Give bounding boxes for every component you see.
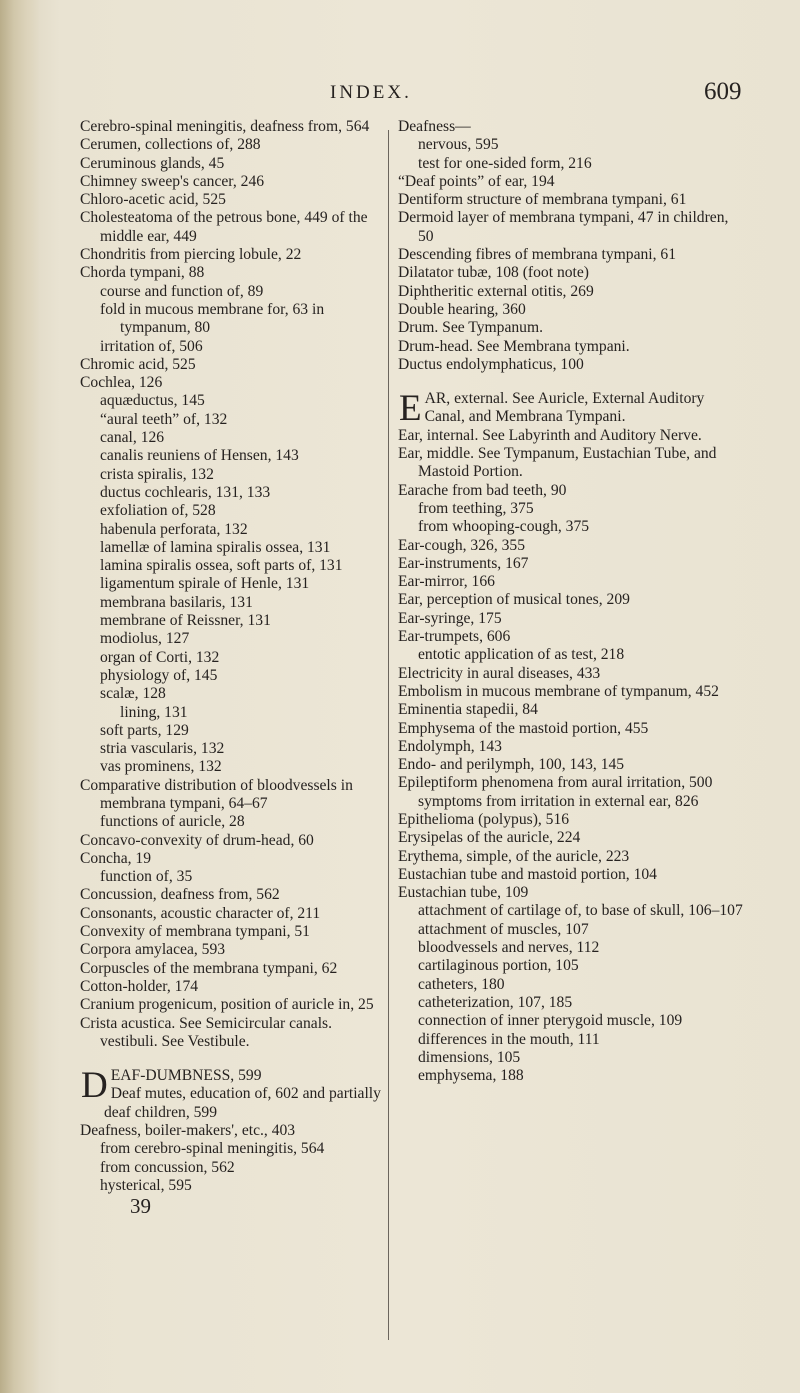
index-entry <box>398 701 744 719</box>
index-entry <box>80 539 385 557</box>
index-entry-text: Ear-cough, 326, 355 <box>398 536 526 554</box>
index-entry-text: Epileptiform phenomena from aural irritation, 500 <box>398 774 713 792</box>
index-entry-text: Eustachian tube and mastoid portion, 104 <box>398 865 657 883</box>
index-entry <box>398 388 744 430</box>
index-entry-text: Chorda tympani, 88 <box>80 264 205 282</box>
index-entry-text: Crista acustica. See Semicircular canals. <box>80 1014 332 1032</box>
index-entry <box>398 356 744 374</box>
index-entry-text: EAF-DUMBNESS, 599 <box>110 1067 262 1085</box>
index-entry <box>80 1177 385 1195</box>
section-gap <box>398 374 744 390</box>
index-entry-text: organ of Corti, 132 <box>100 648 220 666</box>
index-entry <box>398 1067 744 1085</box>
index-entry-text: emphysema, 188 <box>418 1067 524 1085</box>
index-entry-text: Eustachian tube, 109 <box>398 884 529 902</box>
index-entry <box>80 411 385 429</box>
index-entry <box>398 155 744 173</box>
index-entry-text: aquæductus, 145 <box>100 392 205 410</box>
index-entry <box>398 1031 744 1049</box>
index-entry-text: Convexity of membrana tympani, 51 <box>80 923 310 941</box>
index-entry <box>80 356 385 374</box>
index-entry <box>80 191 385 209</box>
index-entry-text: habenula perforata, 132 <box>100 520 248 538</box>
index-entry <box>398 848 744 866</box>
index-entry-text: ligamentum spirale of Henle, 131 <box>100 575 310 593</box>
section-gap <box>80 1051 385 1067</box>
index-entry <box>80 923 385 941</box>
index-entry <box>80 155 385 173</box>
index-entry-text: lamina spiralis ossea, soft parts of, 131 <box>100 557 343 575</box>
index-entry-text: canal, 126 <box>100 429 165 447</box>
index-entry-text: Deaf mutes, education of, 602 and partially deaf children, 599 <box>104 1085 381 1121</box>
index-entry <box>80 429 385 447</box>
index-entry-text: Erythema, simple, of the auricle, 223 <box>398 847 630 865</box>
index-entry-text: Corpora amylacea, 593 <box>80 941 226 959</box>
index-entry-text: functions of auricle, 28 <box>100 813 245 831</box>
index-entry-text: canalis reuniens of Hensen, 143 <box>100 447 299 465</box>
index-entry <box>80 960 385 978</box>
index-entry <box>80 868 385 886</box>
index-entry <box>80 850 385 868</box>
index-entry-text: scalæ, 128 <box>100 685 166 703</box>
index-entry-text: differences in the mouth, 111 <box>418 1030 600 1048</box>
index-entry-text: Consonants, acoustic character of, 211 <box>80 904 321 922</box>
index-entry-text: from cerebro-spinal meningitis, 564 <box>100 1140 325 1158</box>
index-entry <box>398 610 744 628</box>
index-entry <box>398 591 744 609</box>
index-entry <box>80 594 385 612</box>
index-entry <box>398 683 744 701</box>
index-entry-text: bloodvessels and nerves, 112 <box>418 939 600 957</box>
index-entry <box>80 264 385 282</box>
index-entry-text: modiolus, 127 <box>100 630 190 648</box>
index-entry <box>80 283 385 301</box>
index-entry <box>80 630 385 648</box>
index-entry <box>80 447 385 465</box>
index-entry <box>80 612 385 630</box>
index-entry <box>80 722 385 740</box>
index-entry <box>398 976 744 994</box>
index-entry <box>80 1159 385 1177</box>
index-entry-text: fold in mucous membrane for, 63 in tympanum, 80 <box>100 300 325 337</box>
index-entry <box>398 319 744 337</box>
index-entry-text: Ear, middle. See Tympanum, Eustachian Tube, and Mastoid Portion. <box>398 445 717 481</box>
index-entry <box>80 996 385 1014</box>
index-entry <box>398 1012 744 1030</box>
index-entry-text: vestibuli. See Vestibule. <box>100 1032 250 1050</box>
index-entry <box>398 665 744 683</box>
index-entry <box>80 392 385 410</box>
index-entry <box>398 774 744 792</box>
index-entry <box>80 886 385 904</box>
index-entry <box>80 118 385 136</box>
index-entry <box>398 338 744 356</box>
index-entry-text: Cholesteatoma of the petrous bone, 449 of the middle ear, 449 <box>80 209 368 245</box>
index-entry <box>80 374 385 392</box>
index-entry <box>398 555 744 573</box>
index-entry-text: ductus cochlearis, 131, 133 <box>100 483 271 501</box>
index-entry <box>80 1015 385 1033</box>
index-entry-text: from teething, 375 <box>418 499 534 517</box>
index-entry <box>398 191 744 209</box>
index-entry-text: Drum. See Tympanum. <box>398 319 544 337</box>
index-entry <box>80 777 385 814</box>
index-entry-text: Concavo-convexity of drum-head, 60 <box>80 831 314 849</box>
index-entry <box>398 793 744 811</box>
index-entry-text: Emphysema of the mastoid portion, 455 <box>398 719 649 737</box>
index-entry <box>398 537 744 555</box>
index-entry-text: Dermoid layer of membrana tympani, 47 in children, 50 <box>398 209 729 245</box>
index-entry-text: Earache from bad teeth, 90 <box>398 481 567 499</box>
index-entry-text: course and function of, 89 <box>100 282 264 300</box>
index-entry-text: Chloro-acetic acid, 525 <box>80 191 226 209</box>
index-entry-text: nervous, 595 <box>418 136 499 154</box>
index-entry-text: Cranium progenicum, position of auricle in, 25 <box>80 996 374 1014</box>
index-entry-text: Dilatator tubæ, 108 (foot note) <box>398 264 589 282</box>
index-entry-text: catheters, 180 <box>418 975 505 993</box>
index-entry-text: Cochlea, 126 <box>80 374 163 392</box>
index-entry <box>80 905 385 923</box>
index-entry <box>80 649 385 667</box>
index-entry <box>398 866 744 884</box>
index-column-right <box>398 118 744 1085</box>
index-entry <box>398 1049 744 1067</box>
index-entry <box>80 1033 385 1051</box>
index-entry-text: Chromic acid, 525 <box>80 355 196 373</box>
index-entry-text: Deafness, boiler-makers', etc., 403 <box>80 1122 296 1140</box>
index-entry-text: Ear-instruments, 167 <box>398 554 529 572</box>
index-entry <box>398 720 744 738</box>
index-entry <box>398 173 744 191</box>
page-gutter <box>0 0 40 1393</box>
index-entry-text: membrane of Reissner, 131 <box>100 612 271 630</box>
index-entry <box>398 518 744 536</box>
index-entry-text: Concussion, deafness from, 562 <box>80 886 280 904</box>
index-entry <box>80 209 385 246</box>
index-entry-text: Ear-mirror, 166 <box>398 573 495 591</box>
index-entry <box>80 301 385 338</box>
running-head: INDEX. <box>330 82 412 103</box>
index-entry-text: exfoliation of, 528 <box>100 502 216 520</box>
index-entry-text: connection of inner pterygoid muscle, 109 <box>418 1012 683 1030</box>
index-entry <box>398 246 744 264</box>
index-entry-text: Comparative distribution of bloodvessels in membrana tympani, 64–67 <box>80 776 353 812</box>
index-entry <box>80 704 385 722</box>
index-entry-text: Concha, 19 <box>80 849 152 867</box>
index-entry <box>398 957 744 975</box>
page-number: 609 <box>704 78 742 105</box>
index-entry-text: entotic application of as test, 218 <box>418 646 625 664</box>
index-entry <box>398 738 744 756</box>
index-entry <box>80 1122 385 1140</box>
index-entry <box>80 758 385 776</box>
index-entry-text: Endo- and perilymph, 100, 143, 145 <box>398 756 625 774</box>
index-entry-text: Ceruminous glands, 45 <box>80 154 225 172</box>
index-entry <box>398 445 744 482</box>
index-entry <box>398 994 744 1012</box>
index-entry-text: attachment of muscles, 107 <box>418 920 589 938</box>
index-entry <box>398 283 744 301</box>
index-entry <box>80 173 385 191</box>
index-entry <box>80 941 385 959</box>
index-entry-text: Ear, perception of musical tones, 209 <box>398 591 630 609</box>
index-entry-text: vas prominens, 132 <box>100 758 222 776</box>
index-entry-text: Cotton-holder, 174 <box>80 977 199 995</box>
index-entry <box>80 1085 385 1122</box>
index-entry-text: Embolism in mucous membrane of tympanum, 452 <box>398 682 719 700</box>
index-entry-text: Cerebro-spinal meningitis, deafness from, 564 <box>80 118 370 135</box>
index-entry-text: test for one-sided form, 216 <box>418 154 592 172</box>
index-entry <box>398 884 744 902</box>
index-entry-text: Endolymph, 143 <box>398 737 502 755</box>
index-entry <box>398 628 744 646</box>
index-entry-text: Ductus endolymphaticus, 100 <box>398 355 584 373</box>
index-entry <box>80 338 385 356</box>
index-entry <box>398 500 744 518</box>
index-entry <box>398 427 744 445</box>
index-entry <box>80 575 385 593</box>
index-entry <box>80 484 385 502</box>
index-entry-text: soft parts, 129 <box>100 721 189 739</box>
index-entry-text: Diphtheritic external otitis, 269 <box>398 282 594 300</box>
index-entry-text: Chimney sweep's cancer, 246 <box>80 172 265 190</box>
index-entry-text: Eminentia stapedii, 84 <box>398 701 538 719</box>
index-entry-text: “aural teeth” of, 132 <box>100 410 228 428</box>
index-entry-text: hysterical, 595 <box>100 1176 192 1194</box>
index-entry <box>398 301 744 319</box>
index-entry <box>80 740 385 758</box>
signature-mark: 39 <box>130 1194 151 1219</box>
index-entry <box>80 502 385 520</box>
index-entry-text: Deafness— <box>398 118 471 135</box>
index-entry <box>80 136 385 154</box>
index-entry <box>398 811 744 829</box>
index-entry-text: catheterization, 107, 185 <box>418 993 573 1011</box>
index-entry <box>80 832 385 850</box>
drop-cap-initial: E <box>399 388 422 430</box>
index-entry <box>80 1140 385 1158</box>
index-entry <box>80 685 385 703</box>
index-entry-text: physiology of, 145 <box>100 666 218 684</box>
index-entry <box>398 118 744 136</box>
index-entry-text: Drum-head. See Membrana tympani. <box>398 337 630 355</box>
index-entry-text: Electricity in aural diseases, 433 <box>398 664 601 682</box>
index-entry-text: membrana basilaris, 131 <box>100 593 253 611</box>
index-entry <box>398 939 744 957</box>
index-entry <box>80 246 385 264</box>
column-rule <box>388 130 389 1340</box>
index-entry <box>398 482 744 500</box>
index-entry-text: Corpuscles of the membrana tympani, 62 <box>80 959 338 977</box>
index-entry-text: lamellæ of lamina spiralis ossea, 131 <box>100 538 331 556</box>
index-entry-text: Chondritis from piercing lobule, 22 <box>80 246 302 264</box>
index-entry-text: function of, 35 <box>100 868 193 886</box>
index-entry <box>398 573 744 591</box>
index-entry-text: from whooping-cough, 375 <box>418 518 590 536</box>
index-entry-text: Descending fibres of membrana tympani, 61 <box>398 246 677 264</box>
index-entry-text: from concussion, 562 <box>100 1158 235 1176</box>
index-entry <box>80 521 385 539</box>
index-entry-text: Epithelioma (polypus), 516 <box>398 810 570 828</box>
index-entry-text: Dentiform structure of membrana tympani, 61 <box>398 191 687 209</box>
index-entry-text: stria vascularis, 132 <box>100 740 225 758</box>
index-entry <box>398 902 744 920</box>
index-entry-text: attachment of cartilage of, to base of skull, 106–107 <box>418 902 743 920</box>
index-entry-text: Ear-syringe, 175 <box>398 609 502 627</box>
index-entry <box>398 646 744 664</box>
index-entry <box>80 667 385 685</box>
index-entry-text: “Deaf points” of ear, 194 <box>398 172 555 190</box>
index-entry-text: lining, 131 <box>120 703 188 721</box>
index-entry <box>398 209 744 246</box>
index-entry <box>398 136 744 154</box>
index-entry-text: symptoms from irritation in external ear, 826 <box>418 792 699 810</box>
index-entry <box>80 813 385 831</box>
index-entry-text: Ear-trumpets, 606 <box>398 628 511 646</box>
index-entry <box>80 466 385 484</box>
index-entry <box>398 829 744 847</box>
index-entry <box>80 978 385 996</box>
index-entry <box>80 557 385 575</box>
index-entry-text: Erysipelas of the auricle, 224 <box>398 829 581 847</box>
index-entry-text: AR, external. See Auricle, External Auditory Canal, and Membrana Tympani. <box>424 390 705 426</box>
index-entry-text: dimensions, 105 <box>418 1048 521 1066</box>
index-entry-text: cartilaginous portion, 105 <box>418 957 579 975</box>
index-column-left <box>80 118 385 1217</box>
drop-cap-initial: D <box>81 1065 108 1107</box>
index-entry <box>398 756 744 774</box>
index-entry-text: Double hearing, 360 <box>398 300 526 318</box>
index-entry-text: Ear, internal. See Labyrinth and Auditory Nerve. <box>398 426 702 444</box>
index-entry-text: irritation of, 506 <box>100 337 203 355</box>
index-entry-text: crista spiralis, 132 <box>100 465 214 483</box>
index-entry <box>398 921 744 939</box>
index-entry-text: Cerumen, collections of, 288 <box>80 136 261 154</box>
index-entry <box>398 264 744 282</box>
